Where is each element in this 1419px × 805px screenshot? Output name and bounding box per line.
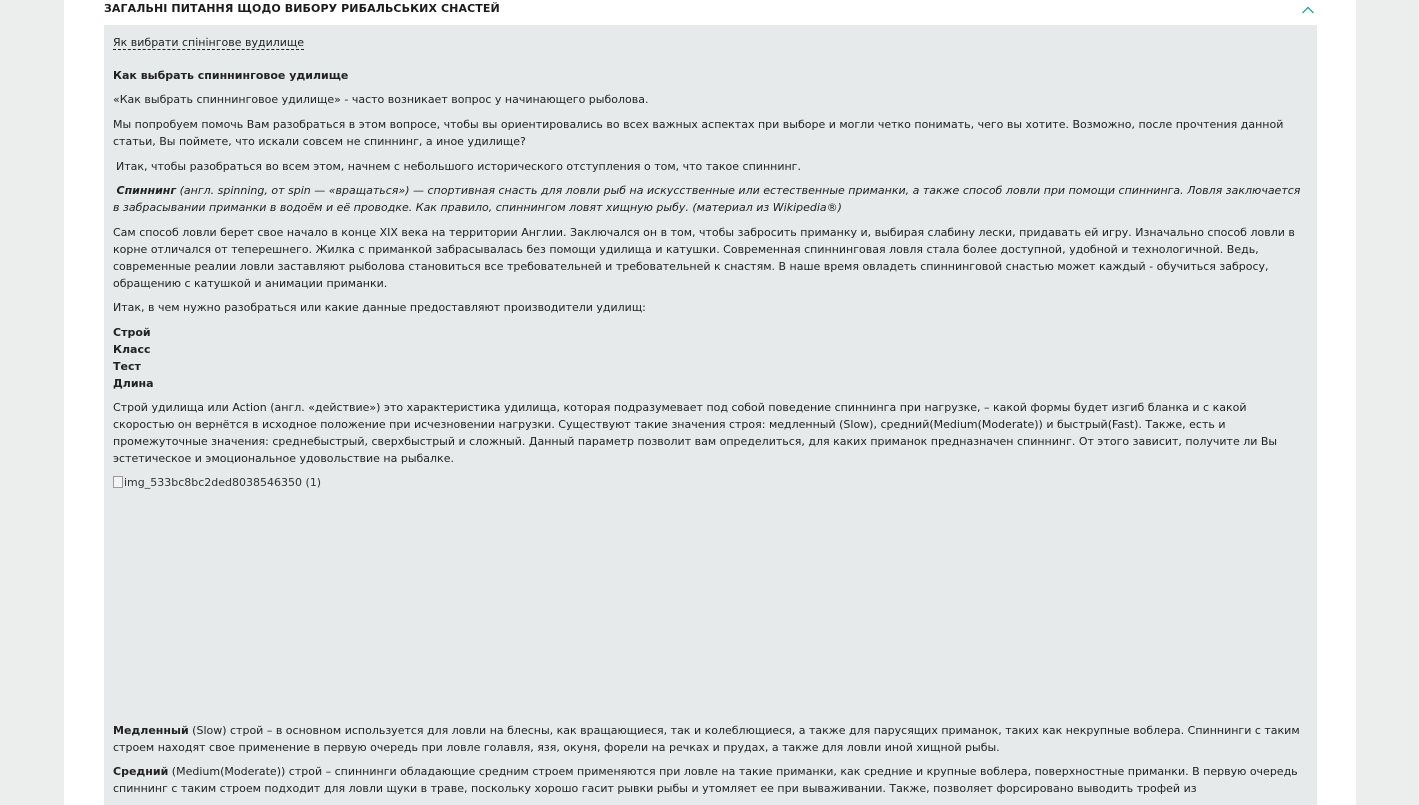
list-item: Тест <box>113 360 141 373</box>
intro-paragraph: «Как выбрать спиннинговое удилище» - часто возникает вопрос у начинающего рыболова. <box>113 93 649 106</box>
list-item: Длина <box>113 377 154 390</box>
image-alt-text: img_533bc8bc2ded8038546350 (1) <box>124 476 322 489</box>
article-link[interactable]: Як вибрати спінінгове вудилище <box>113 36 305 49</box>
broken-image-icon <box>113 476 123 488</box>
definition-term: Спиннинг <box>116 184 177 197</box>
paragraph-2: Итак, чтобы разобраться во всем этом, начнем с небольшого исторического отступления о том, что такое спиннинг. <box>116 160 801 173</box>
parameters-list <box>113 324 1303 392</box>
list-item: Строй <box>113 326 151 339</box>
list-item: Класс <box>113 343 151 356</box>
page-container <box>64 0 1356 805</box>
medium-term: Средний <box>113 765 169 778</box>
chevron-up-icon-graphic <box>1301 3 1315 17</box>
slow-term: Медленный <box>113 724 189 737</box>
paragraph-3: Сам способ ловли берет свое начало в конце XIX века на территории Англии. Заключался он в том, чтобы забросить приманку и, выбирая слабину лески, придавать ей игру. Изначально способ ловли в корне отличался от теперешнего. Жилка с приманкой забрасывалась без помощи удилища и катушки. Современная спиннинговая ловля стала более доступной, удобной и технологичной. Ведь, современные реалии ловли заставляют рыболова становиться все требовательней и требовательней к снастям. В наше время овладеть спиннинговой снастью может каждый - обучиться забросу, обращению с катушкой и анимации приманки. <box>113 226 1295 290</box>
medium-text: (Medium(Moderate)) строй – спиннинги обладающие средним строем применяются при ловле на такие приманки, как средние и крупные воблера, поверхностные приманки. В первую очередь спиннинг с таким строем подходит для ловли щуки в траве, поскольку хорошо гасит рывки рыбы и утомляет ее при вываживании. Также, позволяет форсировано выводить трофей из <box>113 765 1298 795</box>
accordion-title: ЗАГАЛЬНІ ПИТАННЯ ЩОДО ВИБОРУ РИБАЛЬСЬКИХ СНАСТЕЙ <box>104 2 500 15</box>
paragraph-4: Итак, в чем нужно разобраться или какие данные предоставляют производители удилищ: <box>113 301 646 314</box>
chevron-up-icon[interactable] <box>1301 2 1315 16</box>
article-heading: Как выбрать спиннинговое удилище <box>113 69 349 82</box>
slow-text: (Slow) строй – в основном используется для ловли на блесны, как вращающиеся, так и колеблющиеся, а также для парусящих приманок, таких как некрупные воблера. Спиннинги с таким строем находят свое применение в первую очередь при ловле голавля, язя, окуня, форели на речках и прудах, а также для ловли иной хищной рыбы. <box>113 724 1300 754</box>
faq-accordion-header[interactable] <box>104 0 1317 25</box>
article-image <box>113 474 373 492</box>
accordion-panel <box>104 25 1317 805</box>
medium-action-paragraph <box>113 763 1303 797</box>
definition-text: (англ. spinning, от spin — «вращаться») — спортивная снасть для ловли рыб на искусственные или естественные приманки, а также способ ловли при помощи спиннинга. Ловля заключается в забрасывании приманки в водоём и её проводке. Как правило, спиннингом ловят хищную рыбу. (материал из Wikipedia®) <box>113 184 1301 214</box>
definition-paragraph <box>113 182 1303 216</box>
slow-action-paragraph <box>113 722 1303 756</box>
paragraph-1: Мы попробуем помочь Вам разобраться в этом вопросе, чтобы вы ориентировались во всех важных аспектах при выборе и могли четко понимать, чего вы хотите. Возможно, после прочтения данной статьи, Вы поймете, что искали совсем не спиннинг, а иное удилище? <box>113 118 1284 148</box>
paragraph-5: Строй удилища или Action (англ. «действие») это характеристика удилища, которая подразумевает под собой поведение спиннинга при нагрузке, – какой формы будет изгиб бланка и с какой скоростью он вернётся в исходное положение при исчезновении нагрузки. Существуют такие значения строя: медленный (Slow), средний(Medium(Moderate)) и быстрый(Fast). Также, есть и промежуточные значения: среднебыстрый, сверхбыстрый и сложный. Данный параметр позволит вам определиться, для каких приманок предназначен спиннинг. От этого зависит, получите ли Вы эстетическое и эмоциональное удовольствие на рыбалке. <box>113 401 1278 465</box>
